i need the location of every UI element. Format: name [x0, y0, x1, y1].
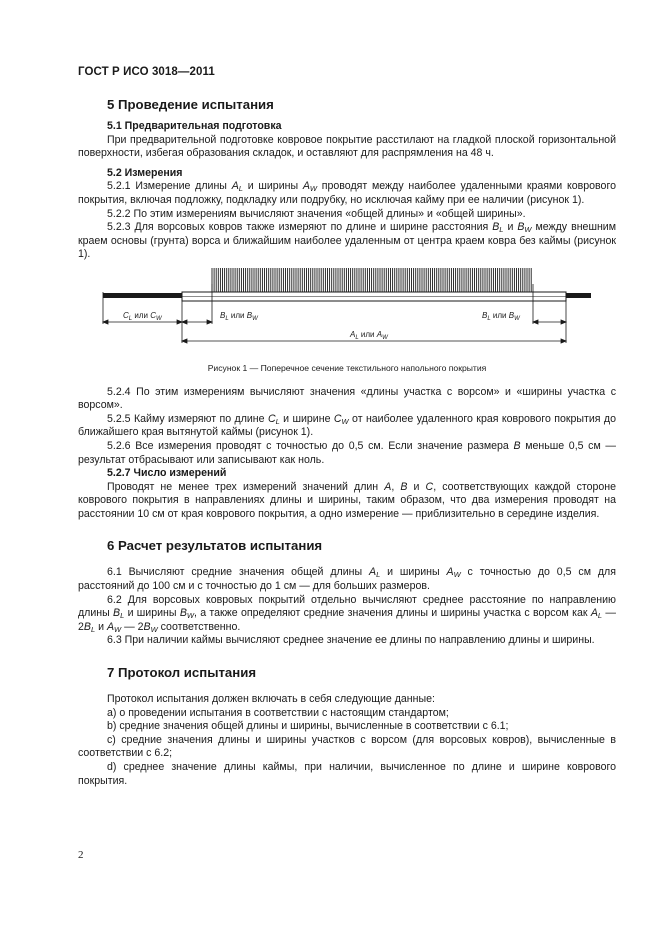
paragraph-5-2-4: 5.2.4 По этим измерениям вычисляют значения «длины участка с ворсом» и «ширины участка с ворсом». — [78, 385, 616, 412]
cross-section-diagram — [78, 266, 616, 358]
paragraph-5-2-6: 5.2.6 Все измерения проводят с точностью до 0,5 см. Если значение размера B меньше 0,5 см — результат отбрасывают или записывают как ноль. — [78, 439, 617, 466]
paragraph-6-1: 6.1 Вычисляют средние значения общей длины $A_L$ и ширины $A_W$ с точностью до 0,5 см для расстояний до 100 см и с точностью до 1 см — для больших размеров. — [78, 566, 616, 593]
document-code: ГОСТ Р ИСО 3018—2011 — [78, 66, 215, 78]
figure-1-cross-section — [78, 266, 616, 358]
label-cl-cw: $C_L$ или $C_W$ — [123, 310, 162, 322]
list-item-a: a) о проведении испытания в соответствии с настоящим стандартом; — [107, 706, 449, 719]
section-5-title: 5 Проведение испытания — [107, 97, 274, 112]
list-item-b: b) средние значения общей длины и ширины, вычисленные в соответствии с 6.1; — [107, 720, 509, 733]
section-7-title: 7 Протокол испытания — [107, 665, 257, 681]
page-number: 2 — [78, 849, 84, 861]
paragraph-5-2-7: Проводят не менее трех измерений значений длин A, B и C, соответствующих каждой стороне коврового покрытия в направлениях длины и ширины, таким образом, что два измерения проводят на расстоянии 10 см от края коврового покрытия, а одно измерение — приблизительно в середине изделия. — [78, 480, 617, 520]
list-item-d: d) среднее значение длины каймы, при наличии, вычисленное по длине и ширине коврового покрытия. — [78, 761, 616, 787]
section-6-title: 6 Расчет результатов испытания — [107, 538, 323, 554]
paragraph-5-2-1: 5.2.1 Измерение длины $A_L$ и ширины $A_W$ проводят между наиболее удаленными краями коврового покрытия, включая подложку, подкладку или подрубку, но исключая кайму при ее наличии (рисунок 1). — [78, 180, 616, 206]
figure-1-caption: Рисунок 1 — Поперечное сечение текстильного напольного покрытия — [207, 362, 487, 373]
paragraph-5-2-3: 5.2.3 Для ворсовых ковров также измеряют по длине и ширине расстояния $B_L$ и $B_W$ между внешним краем основы (грунта) ворса и ближайшим наиболее удаленным от центра краем ковра без каймы (рисунок 1). — [78, 221, 616, 261]
document-body — [78, 96, 616, 788]
label-al-aw: $A_L$ или $A_W$ — [350, 329, 388, 341]
fringe-left — [103, 293, 182, 298]
paragraph-5-2-5: 5.2.5 Кайму измеряют по длине $C_L$ и ширине $C_W$ от наиболее удаленного края коврового покрытия до ближайшего края вытянутой каймы (рисунок 1). — [78, 412, 617, 439]
section-5-2-title: 5.2 Измерения — [107, 166, 183, 179]
section-5-2-7-title: 5.2.7 Число измерений — [107, 467, 227, 480]
label-bl-bw-left: $B_L$ или $B_W$ — [220, 310, 258, 322]
fringe-right — [566, 293, 591, 298]
dimension-arrows — [103, 320, 566, 343]
paragraph-7-intro: Протокол испытания должен включать в себя следующие данные: — [107, 693, 435, 706]
list-item-c: c) средние значения длины и ширины участков с ворсом (для ворсовых ковров), вычисленные в соответствии с 6.2; — [78, 733, 616, 760]
pile-hatching — [212, 268, 531, 292]
label-bl-bw-right: $B_L$ или $B_W$ — [482, 310, 520, 322]
paragraph-6-3: 6.3 При наличии каймы вычисляют среднее значение ее длины по направлению длины и ширины. — [107, 634, 595, 647]
paragraph-5-1: При предварительной подготовке ковровое покрытие расстилают на гладкой плоской горизонтальной поверхности, избегая образования складок, и оставляют для распрямления на 48 ч. — [78, 133, 616, 160]
paragraph-5-2-2: 5.2.2 По этим измерениям вычисляют значения «общей длины» и «общей ширины». — [107, 207, 526, 220]
section-5-1-title: 5.1 Предварительная подготовка — [107, 120, 282, 132]
paragraph-6-2: 6.2 Для ворсовых ковровых покрытий отдельно вычисляют среднее расстояние по направлению длины $B_L$ и ширины $B_W$, а также определяют средние значения длины и ширины участка с ворсом как $A_L$ — $2B_L$ и $A_W$ — $2B_W$ соответственно. — [78, 593, 616, 634]
